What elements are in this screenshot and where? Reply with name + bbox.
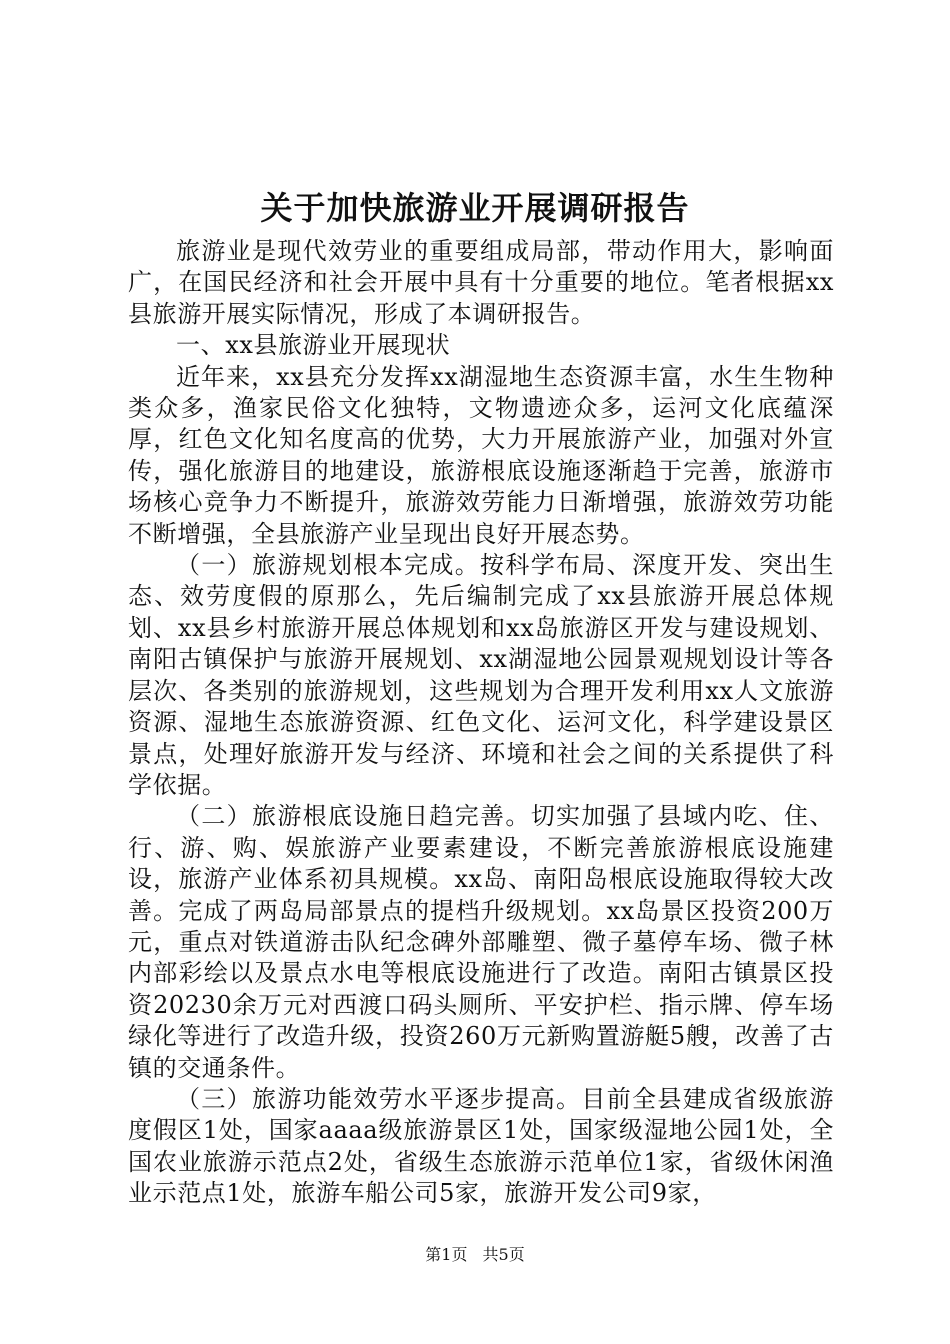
paragraph-status: 近年来，xx县充分发挥xx湖湿地生态资源丰富，水生生物种类众多，渔家民俗文化独特，文物遗迹众多，运河文化底蕴深厚，红色文化知名度高的优势，大力开展旅游产业，加强对外宣传，强化旅游目的地建设，旅游根底设施逐渐趋于完善，旅游市场核心竞争力不断提升，旅游效劳能力日渐增强，旅游效劳功能不断增强，全县旅游产业呈现出良好开展态势。 [128, 362, 834, 548]
page-number-footer: 第1页 共5页 [425, 1245, 525, 1264]
document-title: 关于加快旅游业开展调研报告 [260, 189, 690, 227]
paragraph-infrastructure: （二）旅游根底设施日趋完善。切实加强了县域内吃、住、行、游、购、娱旅游产业要素建设，不断完善旅游根底设施建设，旅游产业体系初具规模。xx岛、南阳岛根底设施取得较大改善。完成了两岛局部景点的提档升级规划。xx岛景区投资200万元，重点对铁道游击队纪念碑外部雕塑、微子墓停车场、微子林内部彩绘以及景点水电等根底设施进行了改造。南阳古镇景区投资20230余万元对西渡口码头厕所、平安护栏、指示牌、停车场绿化等进行了改造升级，投资260万元新购置游艇5艘，改善了古镇的交通条件。 [128, 802, 834, 1082]
paragraph-service: （三）旅游功能效劳水平逐步提高。目前全县建成省级旅游度假区1处，国家aaaa级旅游景区1处，国家级湿地公园1处，全国农业旅游示范点2处，省级生态旅游示范单位1家，省级休闲渔业示范点1处，旅游车船公司5家，旅游开发公司9家， [128, 1084, 834, 1208]
section-heading-1: 一、xx县旅游业开展现状 [176, 331, 451, 360]
paragraph-planning: （一）旅游规划根本完成。按科学布局、深度开发、突出生态、效劳度假的原那么，先后编制完成了xx县旅游开展总体规划、xx县乡村旅游开展总体规划和xx岛旅游区开发与建设规划、南阳古镇保护与旅游开展规划、xx湖湿地公园景观规划设计等各层次、各类别的旅游规划，这些规划为合理开发利用xx人文旅游资源、湿地生态旅游资源、红色文化、运河文化，科学建设景区景点，处理好旅游开发与经济、环境和社会之间的关系提供了科学依据。 [128, 551, 834, 799]
paragraph-intro: 旅游业是现代效劳业的重要组成局部，带动作用大，影响面广，在国民经济和社会开展中具有十分重要的地位。笔者根据xx县旅游开展实际情况，形成了本调研报告。 [128, 237, 834, 328]
document-body [128, 236, 834, 1210]
